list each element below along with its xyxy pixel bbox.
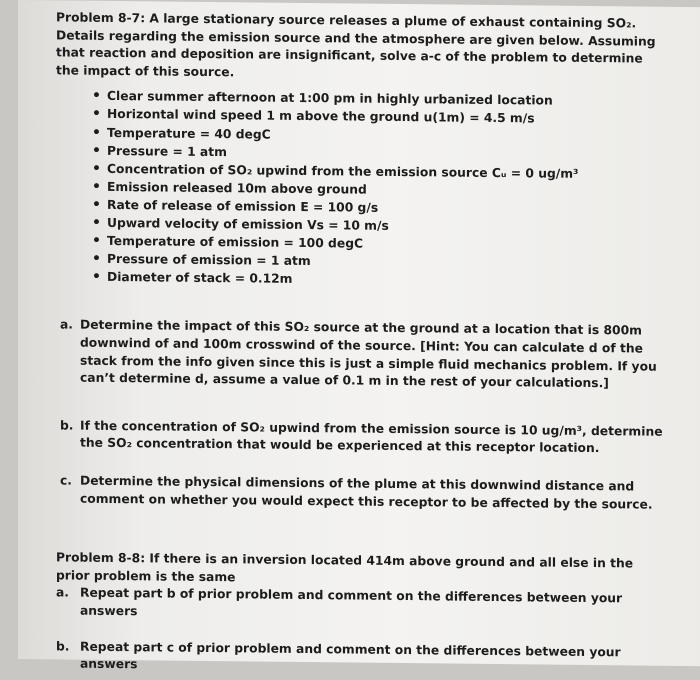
problem-8-7-parts <box>56 317 668 514</box>
problem-8-8-part-a-label: a. <box>56 585 69 600</box>
part-a-text: Determine the impact of this SO₂ source at the ground at a location that is 800m downwind of and 100m crosswind of the source. [Hint: You can calculate d of the stack from the info given since this is just a simple fluid mechanics problem. If you can’t determine d, assume a value of 0.1 m in the rest of your calculations.] <box>80 318 657 391</box>
part-b <box>60 417 668 459</box>
problem-8-8-part-b-text: Repeat part c of prior problem and comment on the differences between your answers <box>80 639 621 672</box>
list-item: • Horizontal wind speed 1 m above the ground u(1m) = 4.5 m/s <box>92 106 668 130</box>
paper-sheet <box>18 0 700 672</box>
list-item: • Pressure = 1 atm <box>92 142 668 166</box>
list-item: • Rate of release of emission E = 100 g/s <box>92 197 668 221</box>
conditions-list <box>56 88 668 293</box>
list-item: • Clear summer afternoon at 1:00 pm in highly urbanized location <box>92 88 668 112</box>
problem-8-8-part-a-text: Repeat part b of prior problem and comment on the differences between your answers <box>80 585 623 619</box>
list-item: • Emission released 10m above ground <box>92 179 668 203</box>
problem-8-8-intro: Problem 8-8: If there is an inversion located 414m above ground and all else in the prior problem is the same <box>56 550 634 585</box>
problem-8-8-part-a <box>56 585 668 627</box>
part-a <box>60 317 668 394</box>
part-c <box>60 472 668 514</box>
list-item: • Pressure of emission = 1 atm <box>92 251 668 275</box>
part-c-label: c. <box>60 473 72 488</box>
problem-8-8-part-b-label: b. <box>56 638 70 654</box>
list-item: • Temperature of emission = 100 degC <box>92 233 668 257</box>
list-item: • Temperature = 40 degC <box>92 124 668 148</box>
part-b-label: b. <box>60 418 74 433</box>
document-content <box>56 9 668 679</box>
list-item: • Diameter of stack = 0.12m <box>92 269 668 293</box>
problem-8-7-intro: Problem 8-7: A large stationary source releases a plume of exhaust containing SO₂. Details regarding the emission source and the atmosphere are given below. Assuming that reaction and deposition are insignificant, solve a-c of the problem to determine the impact of this source. <box>56 10 656 80</box>
problem-8-8 <box>56 550 668 680</box>
list-item: • Concentration of SO₂ upwind from the emission source Cᵤ = 0 ug/m³ <box>92 161 668 185</box>
part-a-label: a. <box>60 317 73 332</box>
part-b-text: If the concentration of SO₂ upwind from the emission source is 10 ug/m³, determine the SO₂ concentration that would be experienced at this receptor location. <box>80 418 663 456</box>
part-c-text: Determine the physical dimensions of the plume at this downwind distance and comment on whether you would expect this receptor to be affected by the source. <box>80 473 653 512</box>
list-item: • Upward velocity of emission Vs = 10 m/s <box>92 215 668 239</box>
